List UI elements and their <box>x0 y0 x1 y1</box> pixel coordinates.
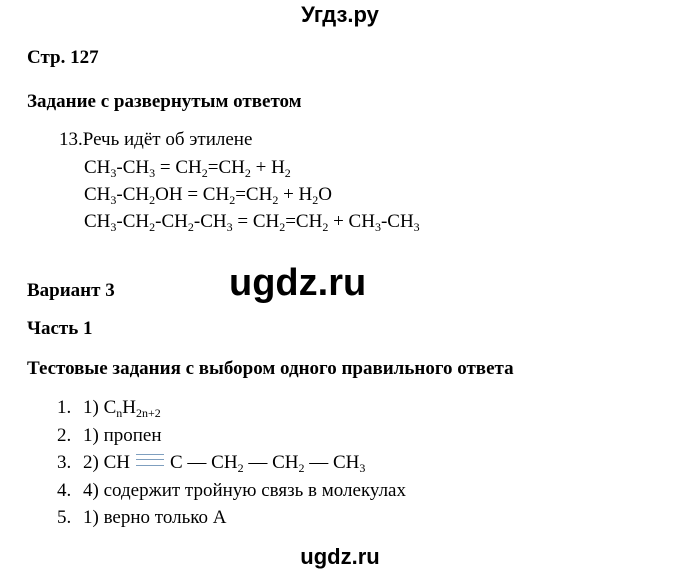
answer-5 <box>57 507 226 529</box>
subscript: 2 <box>284 166 291 180</box>
answer-number: 1. <box>57 397 72 418</box>
triple-bond-icon <box>136 454 164 466</box>
variant-heading: Вариант 3 <box>27 280 115 301</box>
subscript: 2 <box>279 220 286 234</box>
subscript: 2 <box>149 220 156 234</box>
formula-text: + CH <box>328 211 375 232</box>
formula-text: OH = CH <box>155 184 230 205</box>
formula-text: — CH <box>304 452 360 473</box>
formula-text: -CH <box>116 157 150 178</box>
subscript: 2 <box>229 193 236 207</box>
formula-text: -CH <box>155 211 188 232</box>
answer-text <box>83 397 161 418</box>
subscript: 2 <box>149 193 156 207</box>
subscript: 3 <box>226 220 233 234</box>
subscript: 3 <box>374 220 381 234</box>
formula-text: CH <box>84 157 111 178</box>
answer-2 <box>57 425 162 447</box>
subscript: 2 <box>322 220 329 234</box>
site-header[interactable]: Угдз.ру <box>301 2 379 27</box>
formula-text: H <box>122 397 136 418</box>
section-title-extended-answer: Задание с развернутым ответом <box>27 91 302 112</box>
answer-text-b <box>170 452 365 473</box>
footer-link[interactable]: ugdz.ru <box>300 544 380 569</box>
subscript: n <box>116 406 123 420</box>
subscript: 2 <box>312 193 319 207</box>
watermark: ugdz.ru <box>229 262 367 304</box>
formula-text: C — CH <box>169 452 238 473</box>
subscript: 2 <box>244 166 251 180</box>
equation-2 <box>84 184 332 206</box>
answer-text: 1) пропен <box>83 425 162 446</box>
answer-3 <box>57 452 365 474</box>
equation-3 <box>84 211 420 233</box>
formula-text: = CH <box>155 157 202 178</box>
formula-text: = CH <box>232 211 280 232</box>
formula-text: 2) CH <box>83 452 130 473</box>
answer-1 <box>57 397 161 419</box>
formula-text: -CH <box>116 184 150 205</box>
answer-text: 1) верно только А <box>83 507 227 528</box>
subscript: 2 <box>237 461 244 475</box>
formula-text: -CH <box>380 211 414 232</box>
answer-text-a <box>83 452 130 473</box>
formula-text: CH <box>84 184 111 205</box>
subscript: 3 <box>149 166 156 180</box>
formula-text: — CH <box>243 452 299 473</box>
subscript: 3 <box>359 461 366 475</box>
answer-text: 4) содержит тройную связь в молекулах <box>83 480 406 501</box>
formula-text: =CH <box>235 184 273 205</box>
subscript: 2 <box>272 193 279 207</box>
part-heading: Часть 1 <box>27 318 93 339</box>
formula-text: =CH <box>207 157 245 178</box>
formula-text: + H <box>250 157 285 178</box>
task-13-intro: 13.Речь идёт об этилене <box>59 129 253 150</box>
section-title-test: Тестовые задания с выбором одного правильного ответа <box>27 358 514 379</box>
formula-text: -CH <box>116 211 150 232</box>
formula-text: 1) C <box>83 397 117 418</box>
subscript: 3 <box>413 220 420 234</box>
subscript: 3 <box>110 220 117 234</box>
subscript: 3 <box>110 166 117 180</box>
subscript: 2n+2 <box>135 406 161 420</box>
formula-text: O <box>318 184 332 205</box>
answer-number: 3. <box>57 452 72 473</box>
answer-4 <box>57 480 406 502</box>
answer-number: 5. <box>57 507 72 528</box>
answer-number: 2. <box>57 425 72 446</box>
formula-text: -CH <box>193 211 227 232</box>
page-reference: Стр. 127 <box>27 47 99 68</box>
equation-1 <box>84 157 291 179</box>
answer-number: 4. <box>57 480 72 501</box>
formula-text: CH <box>84 211 111 232</box>
formula-text: + H <box>278 184 313 205</box>
subscript: 2 <box>201 166 208 180</box>
subscript: 3 <box>110 193 117 207</box>
subscript: 2 <box>298 461 305 475</box>
formula-text: =CH <box>285 211 323 232</box>
subscript: 2 <box>187 220 194 234</box>
